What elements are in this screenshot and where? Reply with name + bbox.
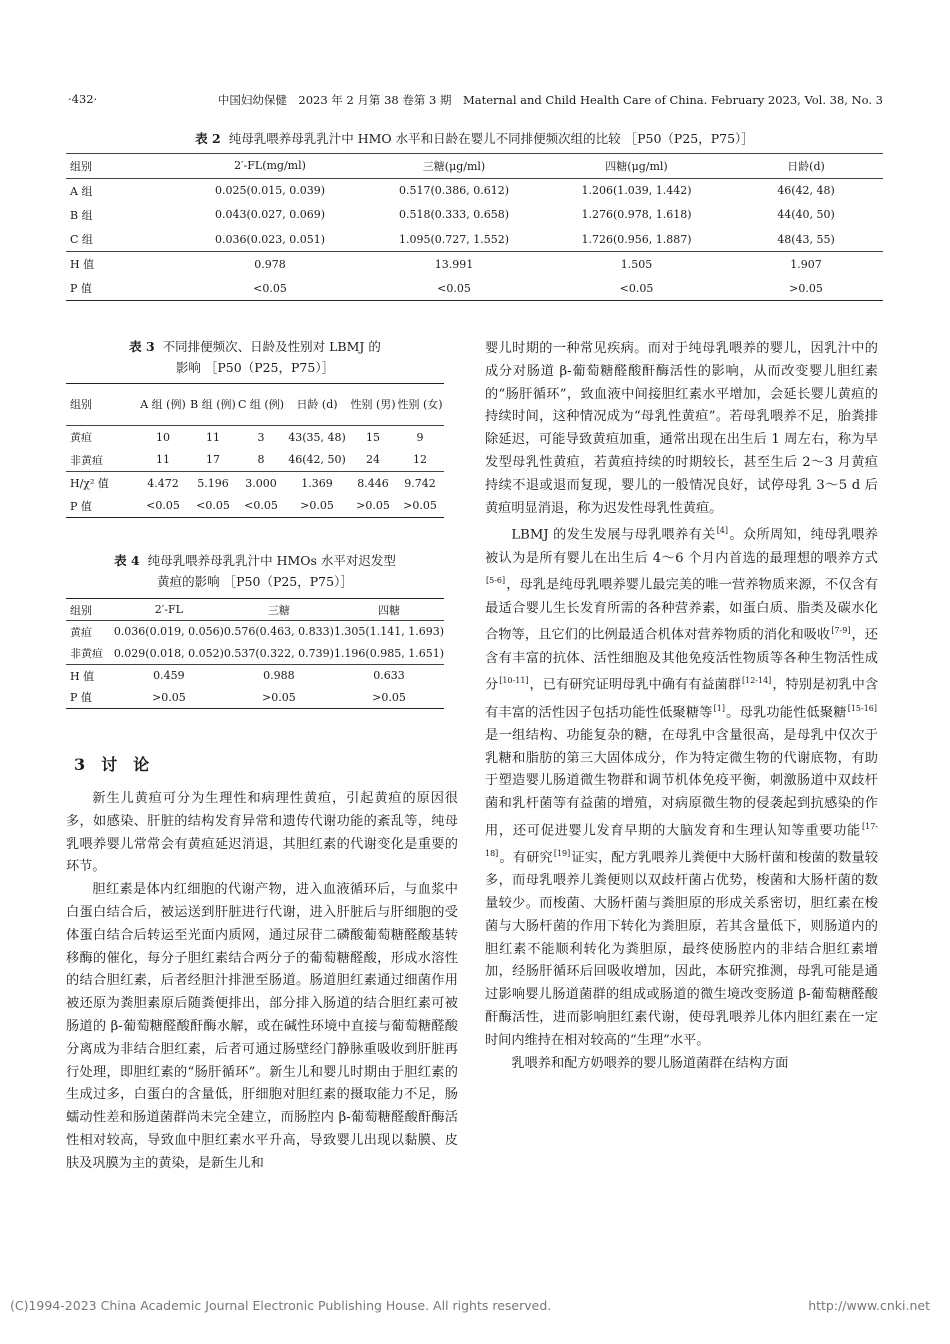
table-header-cell: 2′-FL [114,599,224,621]
journal-running-title: 中国妇幼保健 2023 年 2 月第 38 卷第 3 期 Maternal and Child Health Care of China. February 2023, Vol. 38, No. 3 [217,93,883,107]
table-row [66,449,444,472]
table-cell: 10 [138,426,188,449]
table-cell: 48(43, 55) [777,232,835,246]
table-header-cell: B 组 (例) [188,384,238,426]
page-number: ·432· [68,92,98,106]
table-cell: H/χ² 值 [66,472,138,495]
table-cell: H 值 [66,665,114,687]
table-cell: >0.05 [396,495,444,518]
table-cell: <0.05 [188,495,238,518]
table-cell: 4.472 [138,472,188,495]
table-cell: 3 [238,426,284,449]
text-span: 证实，配方乳喂养儿粪便中大肠杆菌和梭菌的数量较多，而母乳喂养儿粪便则以双歧杆菌占优势，梭菌和大肠杆菌的数量较少。而梭菌、大肠杆菌与粪胆原的形成关系密切，胆红素在梭菌与大肠杆菌的作用下转化为粪胆原，若其含量低下，则肠道内的胆红素不能顺利转化为粪胆原，最终使肠腔内的非结合胆红素增加，经肠肝循环后回吸收增加，因此，本研究推测，母乳可能是通过影响婴儿肠道菌群的组成或肠道的微生境改变肠道 β-葡萄糖醛酸酐酶活性，进而影响胆红素代谢，使母乳喂养儿体内胆红素在一定时间内维持在相对较高的“生理”水平。 [485,850,879,1048]
citation: [7-9] [831,626,851,636]
table-cell: 1.276(0.978, 1.618) [581,208,692,222]
table-cell: >0.05 [284,495,350,518]
table-cell: 11 [156,453,170,467]
table-cell: <0.05 [364,276,544,301]
copyright-text: (C)1994-2023 China Academic Journal Electronic Publishing House. All rights reserved. [10,1298,552,1313]
table-row [66,276,883,301]
table-cell: 11 [188,426,238,449]
table-cell: 12 [413,453,427,467]
text-span: ，特别是初乳中含有丰富的活性因子包括功能性低聚糖等 [485,677,879,720]
citation: [5-6] [486,576,506,586]
table4-title: 纯母乳喂养母乳乳汁中 HMOs 水平对迟发型 [147,553,396,568]
table-cell: >0.05 [114,687,224,709]
text-span: LBMJ 的发生发展与母乳喂养有关 [511,527,716,543]
table-header-cell: 2′-FL(mg/ml) [176,154,364,179]
table3-caption [66,336,444,378]
table-cell: 1.369 [284,472,350,495]
table-header-cell: 日龄 (d) [284,384,350,426]
table-header-cell: 组别 [66,384,138,426]
table-cell: 0.633 [334,665,444,687]
section-heading: 3 讨 论 [74,755,150,774]
table-cell: 黄疸 [66,426,138,449]
table4 [66,598,444,709]
table-header-cell: 三糖(μg/ml) [364,154,544,179]
table3-caption-line2: 影响 ［P50（P25，P75）］ [175,360,335,375]
table-cell: <0.05 [238,495,284,518]
paragraph: 胆红素是体内红细胞的代谢产物，进入血液循环后，与血浆中白蛋白结合后，被运送到肝脏进行代谢，进入肝脏后与肝细胞的受体蛋白结合后转运至光面内质网，通过尿苷二磷酸葡萄糖醛酸基转移酶的催化，每分子胆红素结合两分子的葡萄糖醛酸，形成水溶性的结合胆红素，后者经胆汁排泄至肠道。肠道胆红素通过细菌作用被还原为粪胆素原后随粪便排出，部分排入肠道的结合胆红素可被肠道的 β-葡萄糖醛酸酐酶水解，或在碱性环境中直接与葡萄糖醛酸分离成为非结合胆红素，后者可通过肠壁经门静脉重吸收到肝脏再行处理，即胆红素的“肠肝循环”。新生儿和婴儿时期由于胆红素的生成过多，白蛋白的含量低，肝细胞对胆红素的摄取能力不足，肠蠕动性差和肠道菌群尚未完全建立，而肠腔内 β-葡萄糖醛酸酐酶活性相对较高，导致血中胆红素水平升高，导致婴儿出现以黏膜、皮肤及巩膜为主的黄染，是新生儿和 [66,882,458,1171]
table4-caption [66,550,444,592]
citation: [17-18] [485,821,878,859]
table4-caption-line1 [66,550,444,571]
table-cell: A 组 [66,178,176,203]
table-header-cell: 四糖(μg/ml) [544,154,729,179]
table-cell: 1.095(0.727, 1.552) [398,232,510,246]
table-header-cell: 四糖 [334,599,444,621]
left-column [66,788,458,1176]
table-cell: 0.576(0.463, 0.833) [224,621,334,643]
table-cell: 0.025(0.015, 0.039) [176,178,364,203]
table-row [66,495,444,518]
table-cell: <0.05 [544,276,729,301]
table-cell: 8 [257,453,265,467]
table-cell: 1.726(0.956, 1.887) [581,232,692,246]
table-header-row [66,599,444,621]
paragraph: 婴儿时期的一种常见疾病。而对于纯母乳喂养的婴儿，因乳汁中的成分对肠道 β-葡萄糖醛酸酐酶活性的影响，从而改变婴儿胆红素的“肠肝循环”，致血液中间接胆红素水平增加，会延长婴儿黄疸的持续时间，这种情况成为“母乳性黄疸”。若母乳喂养不足，胎粪排除延迟，可能导致黄疸加重，通常出现在出生后 1 周左右，称为早发型母乳性黄疸，若黄疸持续的时期较长，甚至生后 2～3 月黄疸持续不退或退而复现，婴儿的一般情况良好，试停母乳 3～5 d 后黄疸明显消退，称为迟发性母乳性黄疸。 [485,341,878,516]
table-row [66,643,444,665]
table-cell: 46(42, 48) [729,178,883,203]
table-cell: 0.518(0.333, 0.658) [398,208,510,222]
table-cell: 0.978 [176,252,364,277]
page-header [68,92,883,110]
table-cell: C 组 [70,233,93,246]
table-header-cell: C 组 (例) [238,384,284,426]
table2-title: 纯母乳喂养母乳乳汁中 HMO 水平和日龄在婴儿不同排便频次组的比较 ［P50（P25，P75）］ [228,131,754,146]
table-row [66,227,883,252]
paragraph: 乳喂养和配方奶喂养的婴儿肠道菌群在结构方面 [511,1055,789,1071]
table-cell: H 值 [66,252,176,277]
citation: [19] [553,849,571,859]
table-cell: 8.446 [350,472,396,495]
table-cell: 1.305(1.141, 1.693) [334,621,444,643]
table-header-cell: 性别 (女) [396,384,444,426]
table-cell: 1.206(1.039, 1.442) [544,178,729,203]
table-row [66,621,444,643]
table-row [66,472,444,495]
table-cell: 0.043(0.027, 0.069) [214,208,326,222]
table-cell: P 值 [66,687,114,709]
text-span: 。有研究 [499,850,553,866]
table-cell: >0.05 [224,687,334,709]
cnki-link[interactable]: http://www.cnki.net [808,1298,930,1313]
table3-caption-line1 [66,336,444,357]
text-span: ，还含有丰富的抗体、活性细胞及其他免疫活性物质等各种生物活性成分 [485,627,878,693]
table-cell: 0.988 [224,665,334,687]
table-cell: P 值 [66,276,176,301]
table-cell: <0.05 [176,276,364,301]
table-cell: B 组 [70,208,93,222]
table3-title: 不同排便频次、日龄及性别对 LBMJ 的 [162,339,381,354]
table-header-cell: 日龄(d) [729,154,883,179]
table3 [66,383,444,518]
paragraph [485,520,878,1052]
table-cell: 9 [396,426,444,449]
table2-caption [66,128,883,149]
table4-caption-line2: 黄疸的影响 ［P50（P25，P75）］ [157,574,353,589]
table-cell: 0.459 [114,665,224,687]
table4-label: 表 4 [114,553,140,568]
table-cell: 非黄疸 [70,647,103,661]
table-cell: 1.907 [729,252,883,277]
table-header-row [66,154,883,179]
table-row [66,252,883,277]
table-cell: >0.05 [350,495,396,518]
text-span: 。众所周知，纯母乳喂养被认为是所有婴儿在出生后 4～6 个月内首选的最理想的喂养方式 [485,527,878,566]
table-cell: 黄疸 [66,621,114,643]
table-cell: 0.537(0.322, 0.739) [223,646,334,660]
table2-label: 表 2 [195,131,221,146]
table-row [66,178,883,203]
table3-label: 表 3 [129,339,155,354]
table-header-cell: A 组 (例) [138,384,188,426]
table-cell: 3.000 [238,472,284,495]
table-header-cell: 三糖 [224,599,334,621]
citation: [4] [716,526,729,536]
table-row [66,687,444,709]
citation: [1] [713,703,725,713]
table-cell: 0.036(0.019, 0.056) [114,621,224,643]
table-header-cell: 组别 [66,599,114,621]
text-span: ，母乳是纯母乳喂养婴儿最完美的唯一营养物质来源，不仅含有最适合婴儿生长发育所需的各种营养素，如蛋白质、脂类及碳水化合物等，且它们的比例最适合机体对营养物质的消化和吸收 [485,577,878,643]
table-cell: 1.196(0.985, 1.651) [333,646,444,660]
table-cell: 非黄疸 [70,453,103,467]
table-cell: >0.05 [729,276,883,301]
table-cell: 0.029(0.018, 0.052) [113,646,224,660]
table-cell: P 值 [66,495,138,518]
table-header-cell: 性别 (男) [350,384,396,426]
table-cell: 13.991 [364,252,544,277]
table-row [66,203,883,228]
table-cell: >0.05 [334,687,444,709]
table-header-cell: 组别 [66,154,176,179]
table-cell: 43(35, 48) [284,426,350,449]
table-cell: 0.036(0.023, 0.051) [214,232,326,246]
citation: [12-14] [741,676,772,686]
text-span: 。母乳功能性低聚糖 [725,704,847,720]
table-cell: 5.196 [188,472,238,495]
text-span: 是一组结构、功能复杂的糖，在母乳中含量很高，是母乳中仅次于乳糖和脂肪的第三大固体成分，作为特定微生物的代谢底物，有助于塑造婴儿肠道微生物群和调节机体免疫平衡，刺激肠道中双歧杆菌和乳杆菌等有益菌的增殖，对病原微生物的侵袭起到抗感染的作用，还可促进婴儿发育早期的大脑发育和生理认知等重要功能 [485,727,878,839]
table-cell: 1.505 [544,252,729,277]
table-cell: 0.517(0.386, 0.612) [364,178,544,203]
table-header-row [66,384,444,426]
citation: [15-16] [847,703,878,713]
table-cell: 44(40, 50) [777,208,835,222]
paragraph: 新生儿黄疸可分为生理性和病理性黄疸，引起黄疸的原因很多，如感染、肝脏的结构发育异常和遗传代谢功能的紊乱等，纯母乳喂养婴儿常常会有黄疸延迟消退，其胆红素的代谢变化是重要的环节。 [66,791,458,875]
table-row [66,426,444,449]
table-cell: 24 [366,453,380,467]
table-cell: 9.742 [396,472,444,495]
table-row [66,665,444,687]
table-cell: <0.05 [138,495,188,518]
table-cell: 15 [350,426,396,449]
citation: [10-11] [499,676,529,686]
table-cell: 17 [206,453,220,467]
table-cell: 46(42, 50) [288,453,346,467]
table2 [66,153,883,301]
text-span: ，已有研究证明母乳中确有有益菌群 [529,677,741,693]
right-column [485,338,878,1075]
